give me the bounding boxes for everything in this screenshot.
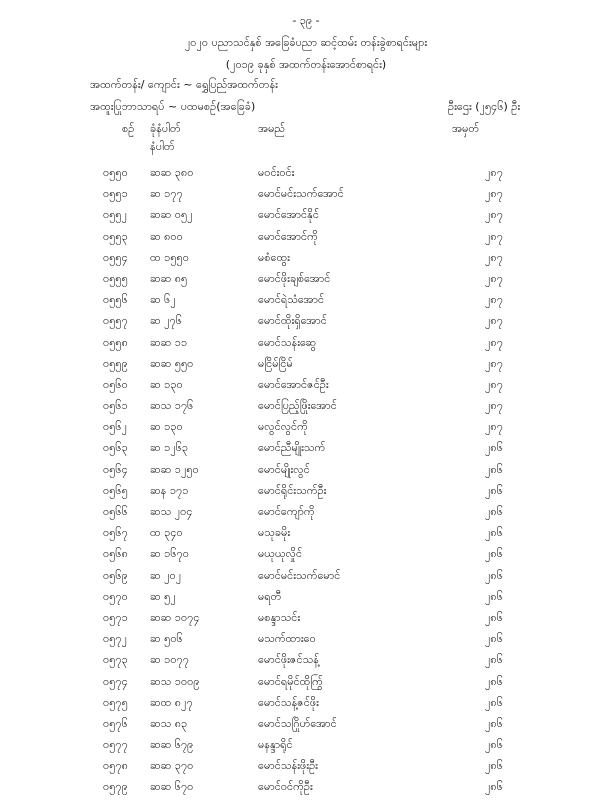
table-row — [0, 675, 612, 696]
row-number: ၀၅၅၇ — [103, 314, 128, 328]
roll-number: ဆ ၁၇၇ — [150, 187, 183, 201]
row-number: ၀၅၅၀ — [103, 166, 128, 179]
column-header-name: အမည် — [258, 122, 286, 135]
score: ၂၈၆ — [485, 462, 503, 476]
student-name: မောင်သဂြိုဟ်အောင် — [258, 716, 337, 730]
table-row — [0, 420, 612, 441]
row-number: ၀၅၆၇ — [103, 526, 128, 540]
table-row — [0, 357, 612, 378]
score: ၂၈၆ — [485, 589, 503, 603]
score: ၂၈၆ — [485, 505, 503, 518]
table-row — [0, 441, 612, 462]
roll-number: ဆဆ ၀၅၂ — [150, 208, 193, 222]
row-number: ၀၅၅၄ — [103, 250, 128, 264]
student-name: မောင်ရဲသံအောင် — [258, 293, 325, 307]
roll-number: ဆဆ ၆၇၀ — [150, 780, 194, 794]
table-row — [0, 314, 612, 335]
student-name: မောင်ပြည့်ဖြိုးအောင် — [258, 399, 337, 413]
table-row — [0, 547, 612, 568]
column-header-mark: အမှတ် — [452, 122, 480, 135]
row-number: ၀၅၇၉ — [103, 780, 128, 794]
roll-number: ထ ၃၄၀ — [150, 526, 183, 540]
row-number: ၀၅၇၅ — [103, 695, 128, 709]
roll-number: ဆန ၁၇၁ — [150, 483, 189, 497]
student-name: မောင်မင်းသက်မောင် — [258, 568, 341, 582]
table-row — [0, 505, 612, 526]
row-number: ၀၅၇၈ — [103, 759, 128, 773]
student-name: မနန္ဒာရိုင် — [258, 738, 293, 752]
column-header-roll: ခုံနံပါတ် — [150, 122, 181, 135]
student-name: မဝင်းဝင်း — [258, 166, 295, 179]
row-number: ၀၅၇၃ — [103, 653, 128, 667]
table-row — [0, 272, 612, 293]
roll-number: ဆ ၈၀၀ — [150, 229, 183, 243]
table-row — [0, 187, 612, 208]
student-name: မောင်သန်းဖိုးဦး — [258, 759, 318, 773]
roll-number: ဆ ၅၂ — [150, 589, 176, 603]
roll-number: ဆဆ ၃၇၀ — [150, 759, 194, 773]
table-row — [0, 378, 612, 399]
row-number: ၀၅၅၅ — [103, 271, 128, 285]
roll-number: ဆထ ၈၂၇ — [150, 695, 193, 709]
table-row — [0, 611, 612, 632]
table-row — [0, 590, 612, 611]
roll-number: ဆသ ၂၀၄ — [150, 505, 193, 518]
score: ၂၈၆ — [485, 610, 503, 624]
score: ၂၈၇ — [485, 250, 503, 264]
score: ၂၈၇ — [485, 356, 503, 370]
table-row — [0, 696, 612, 717]
row-number: ၀၅၅၂ — [103, 208, 127, 222]
roll-number: ဆ ၆၂ — [150, 293, 176, 307]
score: ၂၈၇ — [485, 420, 503, 434]
score: ၂၈၆ — [485, 738, 503, 752]
student-name: မငြိမ်ငြိမ် — [258, 356, 293, 370]
row-number: ၀၅၆၃ — [103, 441, 128, 455]
row-number: ၀၅၆၁ — [103, 399, 128, 413]
score: ၂၈၇ — [485, 314, 503, 328]
student-name: မောင်ရမိုင်ထိုကြွ် — [258, 674, 323, 688]
student-name: မောင်သန့်ဇင်ဖိုး — [258, 695, 319, 709]
student-name: မောင်အောင်ကို — [258, 229, 318, 243]
document-subtitle: (၂၀၁၉ ခုနှစ် အထက်တန်းအောင်စာရင်း) — [225, 58, 387, 71]
student-name: မလွင်လွင်ကို — [258, 420, 308, 434]
score: ၂၈၆ — [485, 653, 503, 667]
score: ၂၈၇ — [485, 377, 503, 391]
roll-number: ဆ ၂၇၆ — [150, 314, 182, 328]
score: ၂၈၆ — [485, 632, 503, 646]
section-heading: အထူးပြုဘာသာရပ် ~ ပထမစဉ်(အခြေခံ) — [90, 100, 256, 113]
row-number: ၀၅၅၉ — [103, 356, 128, 370]
row-number: ၀၅၅၃ — [103, 229, 128, 243]
roll-number: ဆ ၁၂၆၃ — [150, 441, 189, 455]
student-name: မသုခမိုး — [258, 526, 291, 540]
table-row — [0, 251, 612, 272]
row-number: ၀၅၆၂ — [103, 420, 127, 434]
score: ၂၈၆ — [485, 547, 503, 561]
row-number: ၀၅၆၉ — [103, 568, 128, 582]
roll-number: ဆသ ၁၇၆ — [150, 399, 194, 413]
score: ၂၈၆ — [485, 759, 503, 773]
roll-number: ဆဆ ၁၀၇၄ — [150, 610, 200, 624]
row-number: ၀၅၅၁ — [103, 187, 128, 201]
score: ၂၈၆ — [485, 695, 503, 709]
roll-number: ဆ ၁၃၀ — [150, 420, 183, 434]
document-title: ၂၀၂၀ ပညာသင်နှစ် အခြေခံပညာ ဆင့်ထမ်း တန်းခွဲစာရင်းများ — [184, 36, 428, 49]
table-row — [0, 780, 612, 801]
score: ၂၈၆ — [485, 526, 503, 540]
student-name: မောင်ဖိုးဇင်သန့် — [258, 653, 319, 667]
row-number: ၀၅၇၆ — [103, 716, 128, 730]
table-row — [0, 484, 612, 505]
roll-number: ဆသ ၈၃ — [150, 716, 188, 730]
row-number: ၀၅၇၄ — [103, 674, 128, 688]
student-name: မောင်အောင်ဇင်ဦး — [258, 377, 329, 391]
table-row — [0, 166, 612, 187]
student-name: မောင်မင်းသက်အောင် — [258, 187, 344, 201]
student-name: မစံထွေး — [258, 250, 290, 264]
row-number: ၀၅၇၂ — [103, 632, 127, 646]
table-row — [0, 653, 612, 674]
roll-number: ဆ ၁၆၇၀ — [150, 547, 189, 561]
score: ၂၈၇ — [485, 271, 503, 285]
row-number: ၀၅၅၆ — [103, 293, 128, 307]
row-number: ၀၅၆၈ — [103, 547, 128, 561]
table-row — [0, 293, 612, 314]
roll-number: ဆ ၂၀၂ — [150, 568, 182, 582]
table-row — [0, 717, 612, 738]
student-name: မောင်မျိုးလွင် — [258, 462, 310, 476]
table-row — [0, 208, 612, 229]
table-row — [0, 230, 612, 251]
page-number: - ၃၉ - — [292, 14, 320, 27]
column-header-no: စဉ် — [122, 122, 135, 135]
result-list — [0, 166, 612, 802]
roll-number: ဆသ ၁၀၀၉ — [150, 674, 200, 688]
student-name: မောင်ကျော်ကို — [258, 505, 315, 518]
score: ၂၈၇ — [485, 399, 503, 413]
row-number: ၀၅၇၇ — [103, 738, 128, 752]
table-row — [0, 569, 612, 590]
score: ၂၈၆ — [485, 441, 503, 455]
score: ၂၈၇ — [485, 335, 503, 349]
roll-number: ဆ ၁၀၇၇ — [150, 653, 189, 667]
score: ၂၈၇ — [485, 208, 503, 222]
row-number: ၀၅၆၆ — [103, 505, 128, 518]
column-header-roll-sub: နံပါတ် — [150, 140, 175, 153]
student-name: မောင်ညီမျိုးသက် — [258, 441, 326, 455]
table-row — [0, 759, 612, 780]
student-name: မောင်ဖိုးချစ်အောင် — [258, 271, 331, 285]
row-number: ၀၅၇၀ — [103, 589, 128, 603]
row-number: ၀၅၇၁ — [103, 610, 128, 624]
roll-number: ထ ၁၅၅၀ — [150, 250, 189, 264]
row-number: ၀၅၆၅ — [103, 483, 128, 497]
student-name: မောင်ဝင်ကိုဦး — [258, 780, 313, 794]
table-row — [0, 463, 612, 484]
score: ၂၈၇ — [485, 166, 503, 179]
roll-number: ဆဆ ၁၂၅၀ — [150, 462, 199, 476]
school-line: အထက်တန်း/ ကျောင်း ~ ရွှေပြည်အထက်တန်း — [90, 78, 278, 91]
score: ၂၈၆ — [485, 674, 503, 688]
score: ၂၈၆ — [485, 483, 503, 497]
row-number: ၀၅၅၈ — [103, 335, 128, 349]
row-number: ၀၅၆၀ — [103, 377, 128, 391]
roll-number: ဆဆ ၃၈၀ — [150, 166, 194, 179]
roll-number: ဆဆ ၅၅၀ — [150, 356, 194, 370]
score: ၂၈၆ — [485, 780, 503, 794]
section-count: ဦးဌေး (၂၅၄၆) ဦး — [448, 100, 521, 113]
student-name: မောင်ရိုင်းသက်ဦး — [258, 483, 327, 497]
roll-number: ဆဆ ၆၇၉ — [150, 738, 194, 752]
score: ၂၈၇ — [485, 229, 503, 243]
table-row — [0, 738, 612, 759]
student-name: မောင်သန်းဆွေ — [258, 335, 317, 349]
score: ၂၈၇ — [485, 293, 503, 307]
roll-number: ဆ ၅၀၆ — [150, 632, 183, 646]
roll-number: ဆဆ ၁၁ — [150, 335, 188, 349]
student-name: မစန္ဒာသင်း — [258, 610, 301, 624]
roll-number: ဆဆ ၈၅ — [150, 271, 188, 285]
score: ၂၈၆ — [485, 568, 503, 582]
student-name: မောင်ထိုးရှိအောင် — [258, 314, 327, 328]
student-name: မရတီ — [258, 589, 282, 603]
table-row — [0, 526, 612, 547]
score: ၂၈၆ — [485, 716, 503, 730]
table-row — [0, 399, 612, 420]
row-number: ၀၅၆၄ — [103, 462, 128, 476]
student-name: မောင်အောင်နိုင် — [258, 208, 319, 222]
student-name: မသက်ထားဝေ — [258, 632, 316, 646]
table-row — [0, 632, 612, 653]
roll-number: ဆ ၁၃၀ — [150, 377, 183, 391]
table-row — [0, 336, 612, 357]
score: ၂၈၇ — [485, 187, 503, 201]
student-name: မယုယုလှိုင် — [258, 547, 303, 561]
